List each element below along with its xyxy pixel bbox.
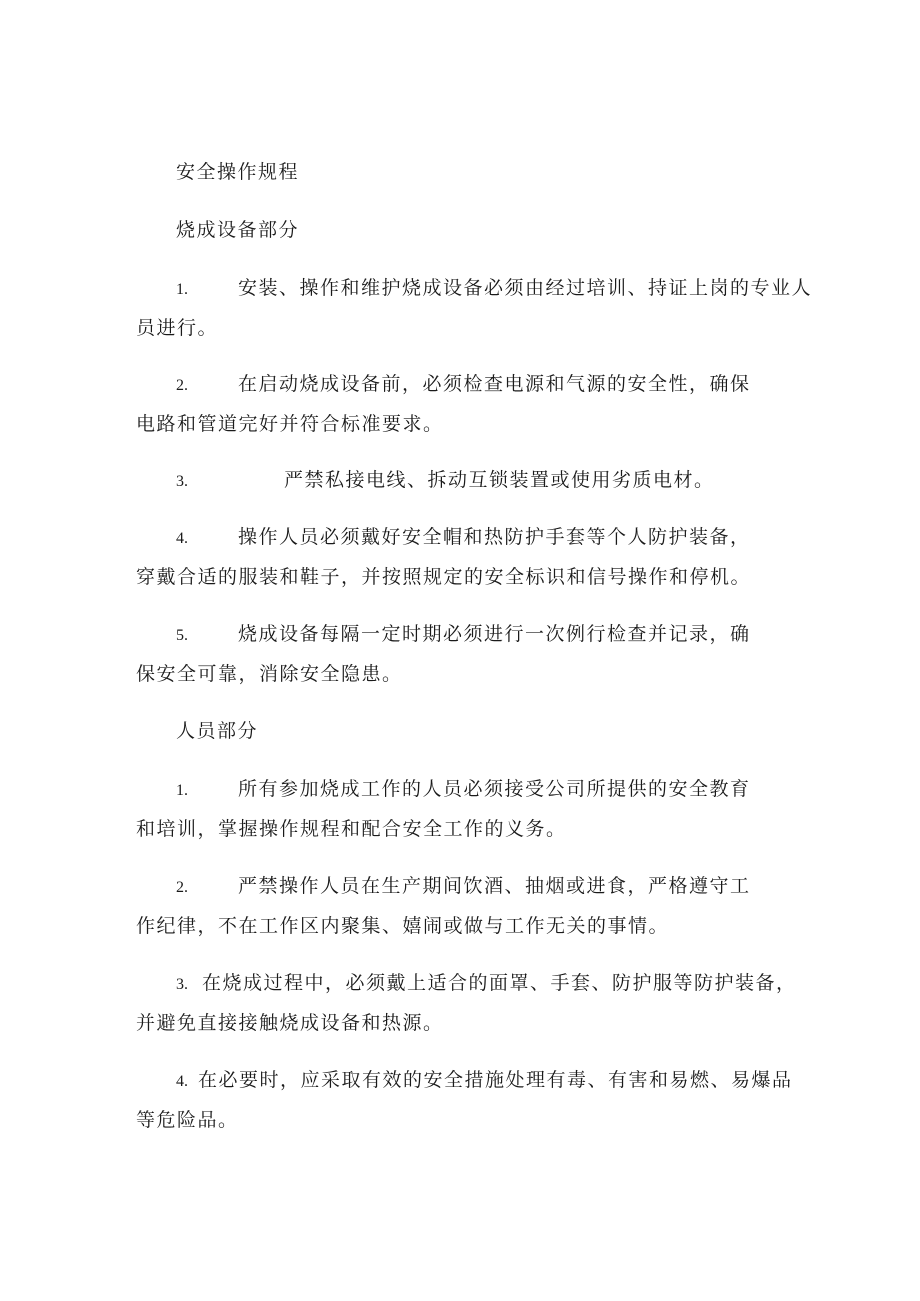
list-item bbox=[136, 364, 796, 444]
item-number: 4. bbox=[176, 1073, 188, 1090]
item-number: 4. bbox=[176, 530, 188, 547]
item-text: 操作人员必须戴好安全帽和热防护手套等个人防护装备， bbox=[238, 526, 751, 548]
item-text-continued: 并避免直接接触烧成设备和热源。 bbox=[136, 1012, 444, 1034]
item-text: 烧成设备每隔一定时期必须进行一次例行检查并记录，确 bbox=[238, 623, 751, 645]
list-item bbox=[136, 268, 813, 348]
list-item bbox=[136, 460, 796, 500]
item-text-continued: 穿戴合适的服装和鞋子，并按照规定的安全标识和信号操作和停机。 bbox=[136, 566, 752, 588]
item-number: 3. bbox=[176, 473, 188, 490]
list-item bbox=[136, 769, 796, 849]
item-text: 严禁操作人员在生产期间饮酒、抽烟或进食，严格遵守工 bbox=[238, 875, 751, 897]
item-text: 安装、操作和维护烧成设备必须由经过培训、持证上岗的专业人 bbox=[238, 277, 813, 299]
item-text: 在启动烧成设备前，必须检查电源和气源的安全性，确保 bbox=[238, 373, 751, 395]
item-text: 所有参加烧成工作的人员必须接受公司所提供的安全教育 bbox=[238, 778, 751, 800]
list-item bbox=[136, 866, 796, 946]
item-text-continued: 和培训，掌握操作规程和配合安全工作的义务。 bbox=[136, 818, 567, 840]
item-number: 2. bbox=[176, 377, 188, 394]
list-item bbox=[136, 614, 796, 694]
section-heading-personnel: 人员部分 bbox=[176, 720, 259, 742]
item-number: 3. bbox=[176, 976, 188, 993]
list-item bbox=[136, 963, 796, 1043]
list-item bbox=[136, 1060, 796, 1140]
item-text: 在烧成过程中，必须戴上适合的面罩、手套、防护服等防护装备， bbox=[202, 972, 797, 994]
item-text-continued: 员进行。 bbox=[136, 317, 219, 339]
section-heading-equipment: 烧成设备部分 bbox=[176, 219, 300, 241]
item-text: 严禁私接电线、拆动互锁装置或使用劣质电材。 bbox=[284, 469, 715, 491]
item-number: 5. bbox=[176, 627, 188, 644]
item-number: 1. bbox=[176, 281, 188, 298]
item-text-continued: 电路和管道完好并符合标准要求。 bbox=[136, 413, 444, 435]
list-item bbox=[136, 517, 796, 597]
item-number: 2. bbox=[176, 879, 188, 896]
item-text-continued: 作纪律，不在工作区内聚集、嬉闹或做与工作无关的事情。 bbox=[136, 915, 670, 937]
item-number: 1. bbox=[176, 782, 188, 799]
document-title: 安全操作规程 bbox=[176, 161, 300, 183]
item-text: 在必要时，应采取有效的安全措施处理有毒、有害和易燃、易爆品 bbox=[198, 1069, 793, 1091]
item-text-continued: 等危险品。 bbox=[136, 1109, 239, 1131]
item-text-continued: 保安全可靠，消除安全隐患。 bbox=[136, 663, 403, 685]
